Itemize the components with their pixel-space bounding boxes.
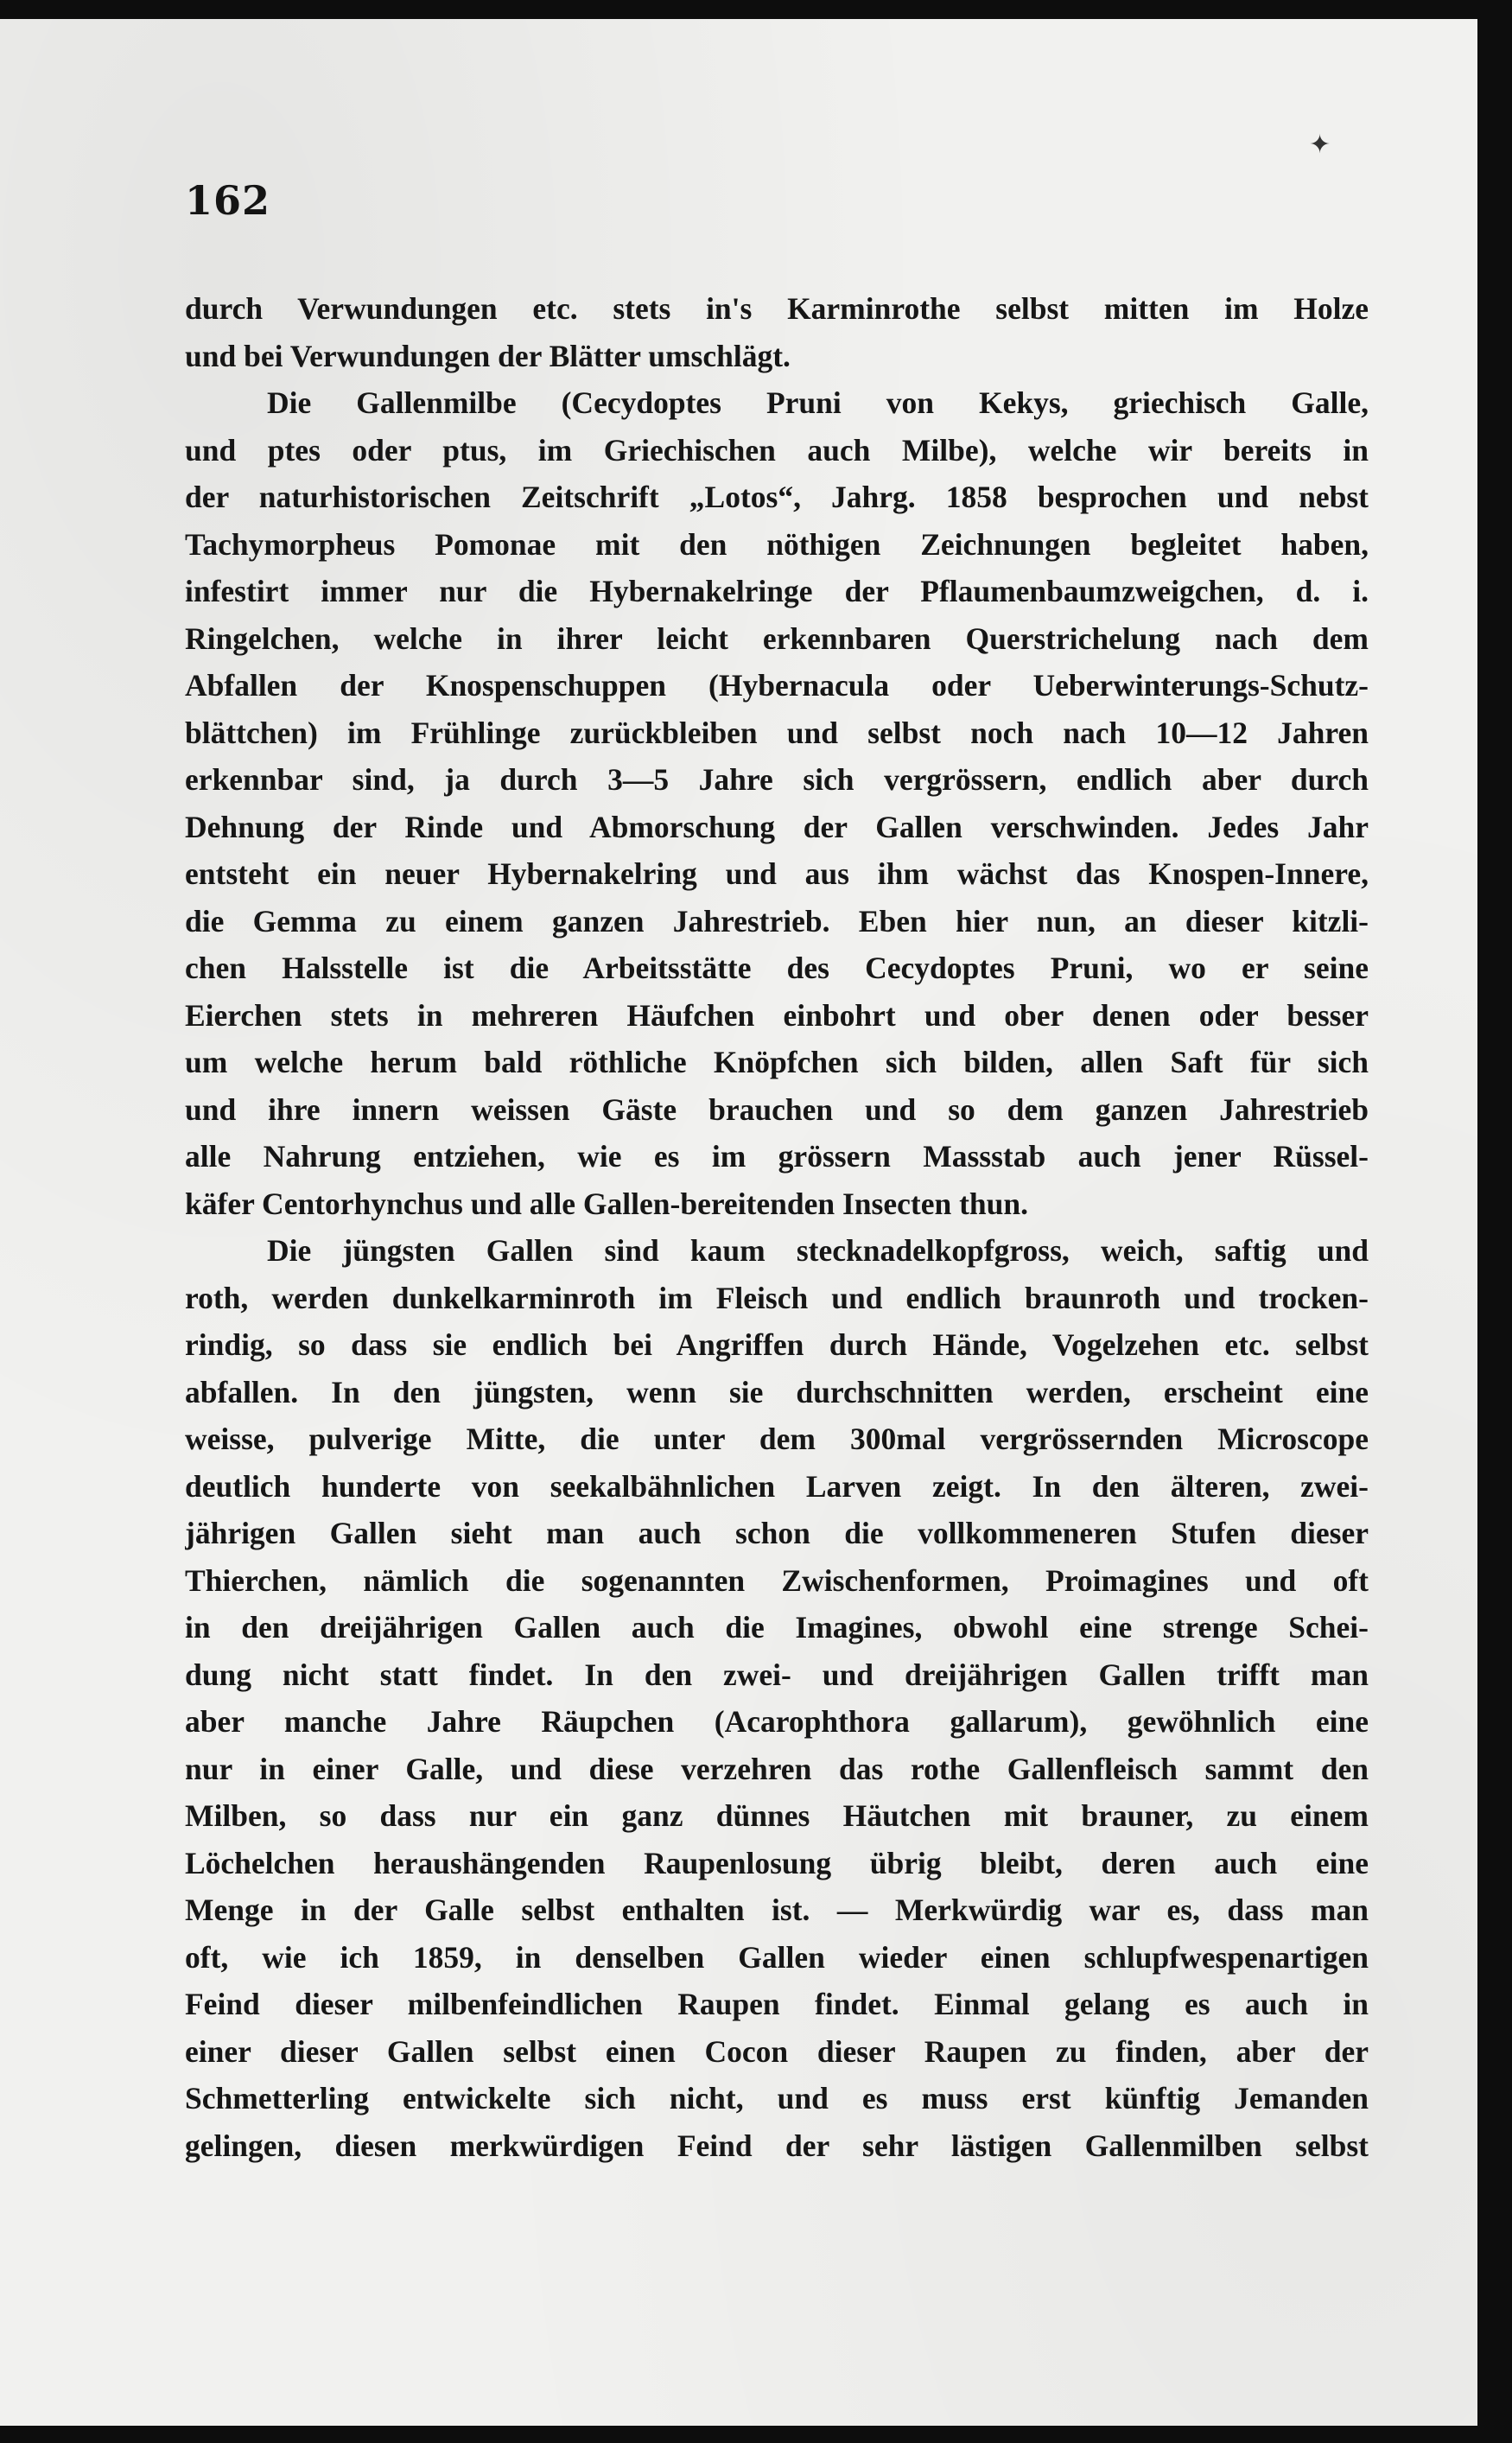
text-line: Milben, so dass nur ein ganz dünnes Häutchen mit brauner, zu einem	[185, 1798, 1369, 1833]
text-line: Die Gallenmilbe (Cecydoptes Pruni von Kekys, griechisch Galle,	[267, 385, 1369, 420]
text-line: oft, wie ich 1859, in denselben Gallen wieder einen schlupfwespenartigen	[185, 1939, 1369, 1975]
text-line: alle Nahrung entziehen, wie es im grössern Massstab auch jener Rüssel-	[185, 1139, 1369, 1174]
text-line: Die jüngsten Gallen sind kaum stecknadelkopfgross, weich, saftig und	[267, 1233, 1369, 1268]
text-line: Thierchen, nämlich die sogenannten Zwischenformen, Proimagines und oft	[185, 1562, 1369, 1598]
text-line: weisse, pulverige Mitte, die unter dem 300mal vergrössernden Microscope	[185, 1422, 1369, 1456]
text-line: der naturhistorischen Zeitschrift „Lotos“, Jahrg. 1858 besprochen und nebst	[185, 480, 1369, 514]
text-line: einer dieser Gallen selbst einen Cocon dieser Raupen zu finden, aber der	[185, 2033, 1369, 2069]
text-line: Eierchen stets in mehreren Häufchen einbohrt und ober denen oder besser	[185, 997, 1369, 1033]
text-line: erkennbar sind, ja durch 3—5 Jahre sich vergrössern, endlich aber durch	[185, 762, 1369, 797]
text-line: deutlich hunderte von seekalbähnlichen Larven zeigt. In den älteren, zwei-	[185, 1468, 1369, 1504]
page-number: 162	[185, 177, 271, 224]
text-line: rindig, so dass sie endlich bei Angriffen durch Hände, Vogelzehen etc. selbst	[185, 1327, 1369, 1362]
text-line: entsteht ein neuer Hybernakelring und aus ihm wächst das Knospen-Innere,	[185, 856, 1369, 891]
text-line: chen Halsstelle ist die Arbeitsstätte des Cecydoptes Pruni, wo er seine	[185, 951, 1369, 985]
body-text	[185, 285, 1369, 2169]
text-line: blättchen) im Frühlinge zurückbleiben und selbst noch nach 10—12 Jahren	[185, 715, 1369, 750]
text-line: durch Verwundungen etc. stets in's Karminrothe selbst mitten im Holze	[185, 291, 1369, 326]
text-line: Tachymorpheus Pomonae mit den nöthigen Zeichnungen begleitet haben,	[185, 526, 1369, 562]
text-line: in den dreijährigen Gallen auch die Imagines, obwohl eine strenge Schei-	[185, 1610, 1369, 1645]
ink-speck: ✦	[1309, 130, 1331, 160]
text-line: aber manche Jahre Räupchen (Acarophthora gallarum), gewöhnlich eine	[185, 1704, 1369, 1739]
text-line: Feind dieser milbenfeindlichen Raupen findet. Einmal gelang es auch in	[185, 1987, 1369, 2021]
text-line: die Gemma zu einem ganzen Jahrestrieb. Eben hier nun, an dieser kitzli-	[185, 903, 1369, 938]
text-line: jährigen Gallen sieht man auch schon die vollkommeneren Stufen dieser	[185, 1516, 1369, 1550]
text-line: Abfallen der Knospenschuppen (Hybernacula oder Ueberwinterungs-Schutz-	[185, 668, 1369, 703]
text-line: und ihre innern weissen Gäste brauchen und so dem ganzen Jahrestrieb	[185, 1091, 1369, 1127]
text-line: abfallen. In den jüngsten, wenn sie durchschnitten werden, erscheint eine	[185, 1374, 1369, 1409]
text-line: infestirt immer nur die Hybernakelringe der Pflaumenbaumzweigchen, d. i.	[185, 574, 1369, 608]
text-line: Schmetterling entwickelte sich nicht, und es muss erst künftig Jemanden	[185, 2081, 1369, 2115]
text-line: Dehnung der Rinde und Abmorschung der Gallen verschwinden. Jedes Jahr	[185, 809, 1369, 844]
text-line: und bei Verwundungen der Blätter umschlägt.	[185, 338, 791, 373]
text-line: und ptes oder ptus, im Griechischen auch Milbe), welche wir bereits in	[185, 432, 1369, 468]
text-line: nur in einer Galle, und diese verzehren das rothe Gallenfleisch sammt den	[185, 1751, 1369, 1786]
text-line: Löchelchen heraushängenden Raupenlosung übrig bleibt, deren auch eine	[185, 1845, 1369, 1880]
text-line: um welche herum bald röthliche Knöpfchen sich bilden, allen Saft für sich	[185, 1045, 1369, 1079]
text-line: dung nicht statt findet. In den zwei- und dreijährigen Gallen trifft man	[185, 1657, 1369, 1692]
text-line: käfer Centorhynchus und alle Gallen-bereitenden Insecten thun.	[185, 1186, 1029, 1221]
text-line: roth, werden dunkelkarminroth im Fleisch und endlich braunroth und trocken-	[185, 1280, 1369, 1315]
scan-border-bottom	[0, 2426, 1512, 2443]
text-line: Menge in der Galle selbst enthalten ist. — Merkwürdig war es, dass man	[185, 1893, 1369, 1927]
text-line: Ringelchen, welche in ihrer leicht erkennbaren Querstrichelung nach dem	[185, 620, 1369, 656]
text-line: gelingen, diesen merkwürdigen Feind der sehr lästigen Gallenmilben selbst	[185, 2128, 1369, 2163]
scan-border-right	[1477, 0, 1512, 2443]
